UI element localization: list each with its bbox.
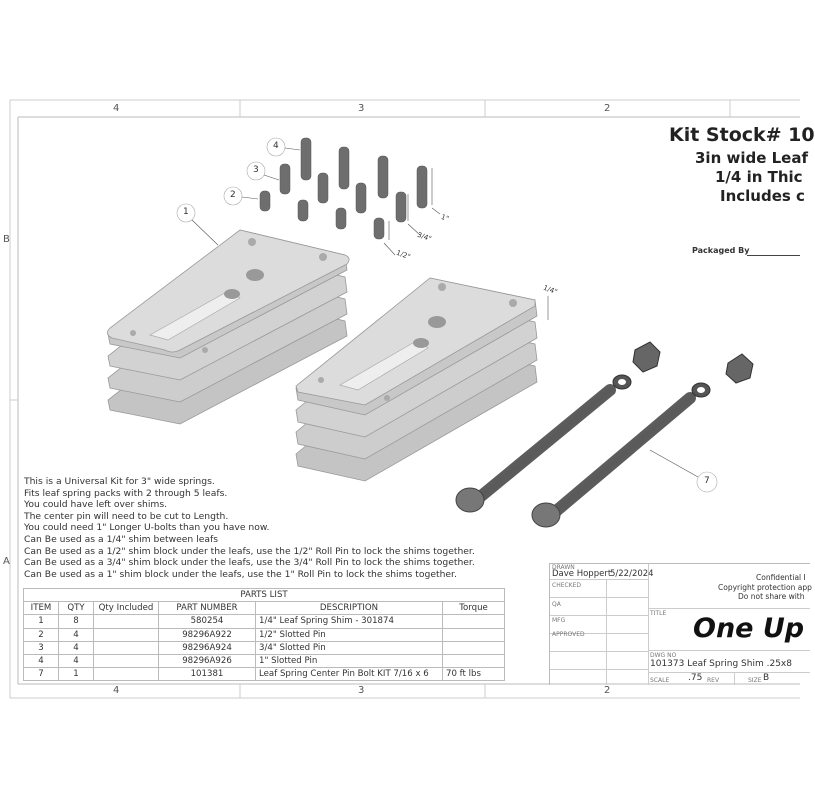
col-torque: Torque <box>443 602 505 615</box>
drawn-by: Dave Hoppert <box>552 569 612 579</box>
col-description: DESCRIPTION <box>256 602 443 615</box>
cell: 7 <box>24 668 59 681</box>
drawn-label: DRAWN <box>552 564 575 571</box>
cell: 3/4" Slotted Pin <box>256 641 443 654</box>
cell: 4 <box>59 628 94 641</box>
cell: 4 <box>59 641 94 654</box>
header-line-3: 1/4 in Thic <box>715 168 803 186</box>
note: You could have left over shims. <box>24 499 168 511</box>
note: This is a Universal Kit for 3" wide springs. <box>24 476 215 487</box>
zone-col-4: 4 <box>113 103 120 114</box>
table-row <box>24 615 505 628</box>
checked-label: CHECKED <box>552 582 582 589</box>
note: You could need 1" Longer U-bolts than you have now. <box>24 522 270 534</box>
size-value: B <box>763 673 770 683</box>
do-not-share-text: Do not share with <box>738 592 805 601</box>
zone-col-2: 2 <box>604 103 611 114</box>
cell <box>94 628 159 641</box>
note: Can Be used as a 1/4" shim between leafs <box>24 533 219 545</box>
note: Can Be used as a 1" shim block under the leafs, use the 1" Roll Pin to lock the shims together. <box>24 568 457 580</box>
drawn-date: 5/22/2024 <box>610 569 654 579</box>
cell <box>94 654 159 667</box>
cell: 98296A924 <box>159 641 256 654</box>
cell: 1/4" Leaf Spring Shim - 301874 <box>256 615 443 628</box>
cell: 580254 <box>159 615 256 628</box>
col-part-number: PART NUMBER <box>159 602 256 615</box>
cell: 98296A926 <box>159 654 256 667</box>
table-row <box>24 654 505 667</box>
dim-quarter: 1/4" <box>542 283 559 297</box>
zone-row-a: A <box>3 556 10 567</box>
packaged-by-label: Packaged By <box>692 246 750 255</box>
col-item: ITEM <box>24 602 59 615</box>
parts-list-title: PARTS LIST <box>24 589 505 602</box>
header-line-2: 3in wide Leaf <box>695 149 808 167</box>
cell: 1 <box>59 668 94 681</box>
zone-col-2-bottom: 2 <box>604 685 611 696</box>
cell <box>443 628 505 641</box>
size-label: SIZE <box>748 677 762 684</box>
cell: 101381 <box>159 668 256 681</box>
cell: 70 ft lbs <box>443 668 505 681</box>
mfg-label: MFG <box>552 617 566 624</box>
col-qty-included: Qty Included <box>94 602 159 615</box>
cell <box>94 615 159 628</box>
cell <box>443 641 505 654</box>
kit-stock-title: Kit Stock# 10 <box>669 124 815 146</box>
cell <box>94 668 159 681</box>
zone-col-4-bottom: 4 <box>113 685 120 696</box>
zone-col-3: 3 <box>358 103 365 114</box>
qa-label: QA <box>552 601 561 608</box>
col-qty: QTY <box>59 602 94 615</box>
cell: Leaf Spring Center Pin Bolt KIT 7/16 x 6 <box>256 668 443 681</box>
drawing-title: One Up <box>693 613 805 644</box>
dwg-no-label: DWG NO <box>650 652 677 659</box>
dim-three-quarter: 3/4" <box>416 230 433 244</box>
callout-item-7: 7 <box>704 476 710 486</box>
cell: 1 <box>24 615 59 628</box>
cell: 1" Slotted Pin <box>256 654 443 667</box>
cell: 4 <box>59 654 94 667</box>
dwg-no: 101373 Leaf Spring Shim .25x8 <box>650 659 792 669</box>
table-row <box>24 641 505 654</box>
callout-item-4: 4 <box>273 141 279 151</box>
zone-col-3-bottom: 3 <box>358 685 365 696</box>
dim-one: 1" <box>439 212 450 224</box>
callout-item-3: 3 <box>253 165 259 175</box>
cell <box>443 615 505 628</box>
scale-label: SCALE <box>650 677 670 684</box>
cell: 8 <box>59 615 94 628</box>
note: Fits leaf spring packs with 2 through 5 leafs. <box>24 487 228 499</box>
cell <box>94 641 159 654</box>
zone-row-b: B <box>3 234 10 245</box>
cell: 98296A922 <box>159 628 256 641</box>
scale-value: .75 <box>688 673 703 683</box>
cell: 3 <box>24 641 59 654</box>
parts-list-header <box>24 602 505 615</box>
title-block <box>549 563 810 685</box>
table-row <box>24 668 505 681</box>
confidential-text: Confidential I <box>756 573 806 582</box>
title-label: TITLE <box>650 610 667 617</box>
cell: 2 <box>24 628 59 641</box>
note: Can Be used as a 1/2" shim block under the leafs, use the 1/2" Roll Pin to lock the shims together. <box>24 545 475 557</box>
parts-list-table <box>23 588 505 681</box>
header-line-4: Includes c <box>720 187 805 205</box>
copyright-text: Copyright protection app <box>718 583 812 592</box>
cell: 4 <box>24 654 59 667</box>
callout-item-2: 2 <box>230 190 236 200</box>
cell <box>443 654 505 667</box>
cell: 1/2" Slotted Pin <box>256 628 443 641</box>
note: Can Be used as a 3/4" shim block under the leafs, use the 3/4" Roll Pin to lock the shims together. <box>24 557 475 569</box>
dim-half: 1/2" <box>395 248 412 262</box>
slotted-pins <box>260 138 427 239</box>
note: The center pin will need to be cut to Length. <box>24 510 229 522</box>
callout-item-1: 1 <box>183 207 189 217</box>
approved-label: APPROVED <box>552 631 585 638</box>
table-row <box>24 628 505 641</box>
rev-label: REV <box>707 677 720 684</box>
assembly-notes <box>24 476 475 580</box>
